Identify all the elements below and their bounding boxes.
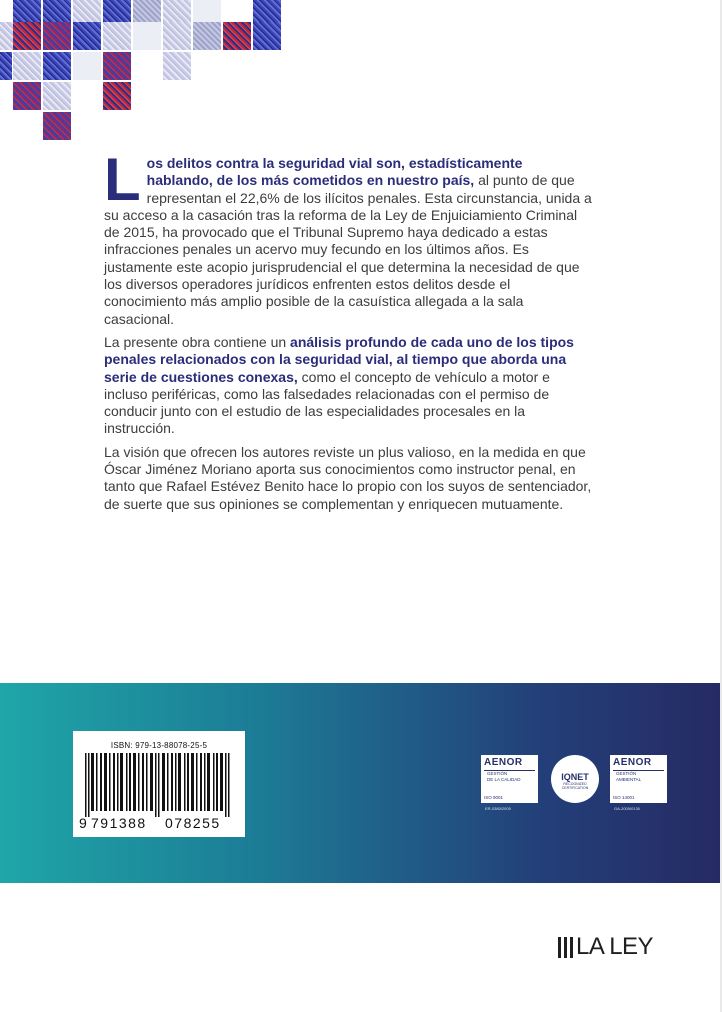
barcode-digits-right: 078255 [165,815,221,831]
isbn-barcode [73,731,245,837]
synopsis-highlight-1: os delitos contra la seguridad vial son, estadísticamente hablando, de los más cometidos en nuestro país, [146,155,523,189]
isbn-label: ISBN: 979-13-88078-25-5 [110,741,208,750]
barcode-digits-left: 791388 [91,815,147,831]
synopsis-paragraph-1 [104,146,592,328]
synopsis-text-2a: La presente obra contiene un [104,333,291,350]
aenor-quality-logo: AENOR GESTIÓN DE LA CALIDAD ISO 9001 [481,755,538,803]
synopsis-text-2b: como el concepto de vehículo a motor e incluso periféricas, como las falsedades relacionadas con el permiso de conducir junto con el estudio de las especialidades procesales en la instrucción. [104,368,550,437]
aenor-environment-ref: GA-2005/0130 [614,806,641,811]
drop-cap-letter: L [104,146,141,213]
barcode-digit-first: 9 [79,815,87,831]
decorative-mosaic [0,0,290,150]
publisher-logo [558,933,653,961]
synopsis-paragraph-2 [104,334,592,438]
barcode-bars [81,753,237,817]
synopsis-paragraph-3: La visión que ofrecen los autores reviste un plus valioso, en la medida en que Óscar Jiménez Moriano aporta sus conocimientos como instructor penal, en tanto que Rafael Estévez Benito hace lo propio con los suyos de sentenciador, de suerte que sus opiniones se complementan y enriquecen mutuamente. [104,443,592,512]
publisher-logo-text: LA LEY [576,933,654,960]
aenor-quality-ref: ER-0380/2005 [485,806,511,811]
barcode-digits [79,815,239,831]
synopsis-text-1: al punto de que representan el 22,6% de los ilícitos penales. Esta circunstancia, unida a su acceso a la casación tras la reforma de la Ley de Enjuiciamiento Criminal de 2015, ha provocado que el Tribunal Supremo haya dedicado a estas infracciones penales un acervo muy fecundo en los últimos años. Es justamente este acopio jurisprudencial el que determina la necesidad de que los diversos operadores jurídicos enfrenten estos delitos desde el conocimiento más amplio posible de la casuística allegada a la sala casacional. [104,172,592,327]
aenor-environment-logo: AENOR GESTIÓN AMBIENTAL ISO 14001 [610,755,667,803]
synopsis-highlight-2: análisis profundo de cada uno de los tipos penales relacionados con la seguridad vial, al tiempo que aborda una serie de cuestiones conexas, [104,333,574,385]
publisher-logo-icon [558,937,573,958]
iqnet-logo: IQNET RECOGNIZED CERTIFICATION [551,755,599,803]
certification-logos [481,755,671,815]
back-cover-synopsis [104,146,592,519]
